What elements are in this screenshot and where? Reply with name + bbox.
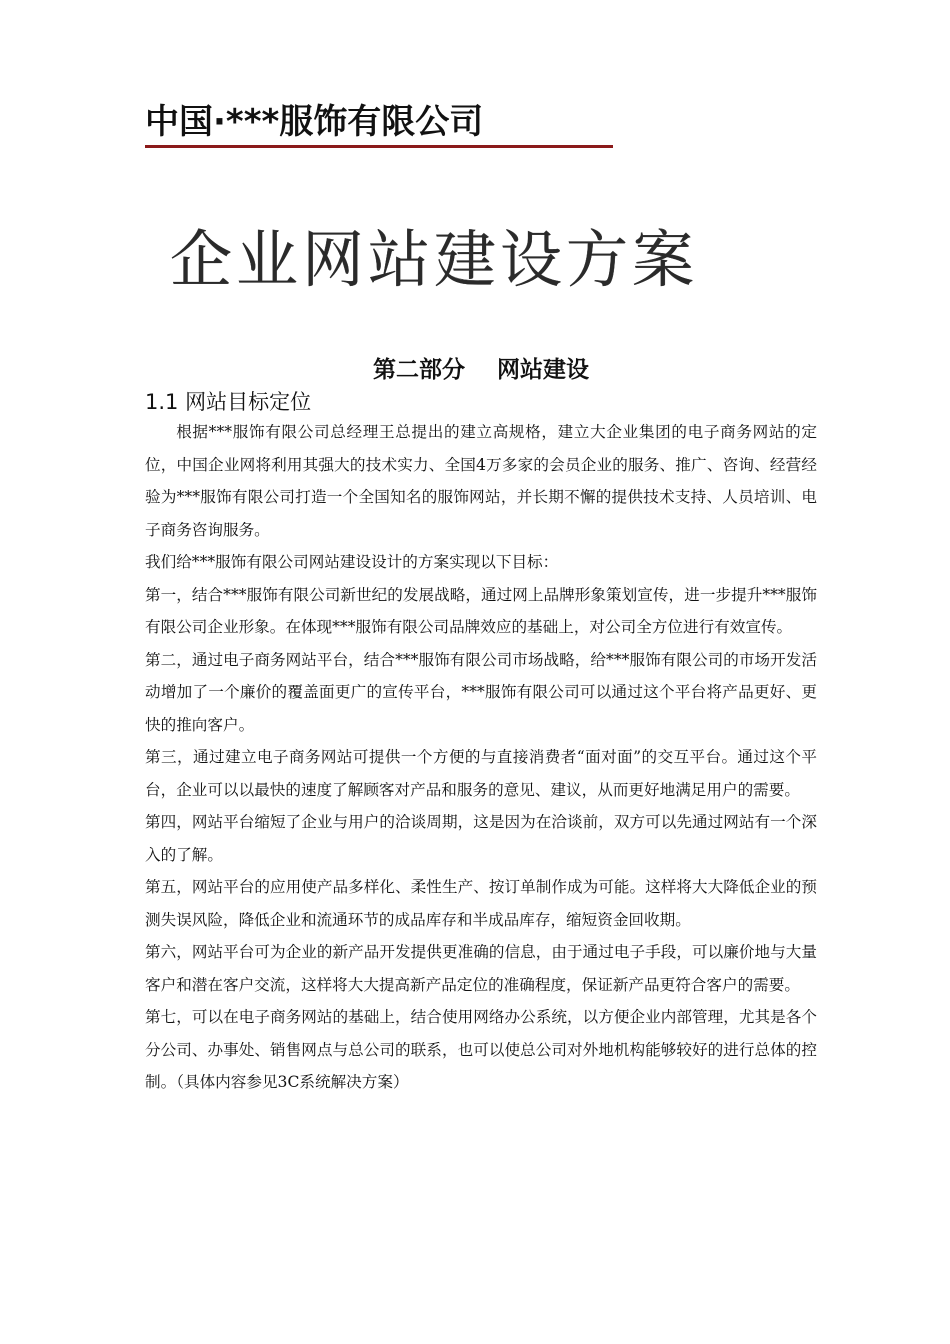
- paragraph-goal-4: 第四，网站平台缩短了企业与用户的洽谈周期，这是因为在洽谈前，双方可以先通过网站有一个深入的了解。: [145, 813, 817, 864]
- paragraph-goal-3: 第三，通过建立电子商务网站可提供一个方便的与直接消费者“面对面”的交互平台。通过这个平台，企业可以以最快的速度了解顾客对产品和服务的意见、建议，从而更好地满足用户的需要。: [145, 748, 817, 799]
- paragraph-intro: 根据***服饰有限公司总经理王总提出的建立高规格，建立大企业集团的电子商务网站的定位，中国企业网将利用其强大的技术实力、全国4万多家的会员企业的服务、推广、咨询、经营经验为***服饰有限公司打造一个全国知名的服饰网站，并长期不懈的提供技术支持、人员培训、电子商务咨询服务。: [145, 423, 817, 539]
- part-heading: 第二部分 网站建设: [372, 357, 590, 383]
- document-title: 企业网站建设方案: [170, 223, 699, 296]
- paragraph-goal-6: 第六，网站平台可为企业的新产品开发提供更准确的信息，由于通过电子手段，可以廉价地与大量客户和潜在客户交流，这样将大大提高新产品定位的准确程度，保证新产品更符合客户的需要。: [145, 943, 817, 994]
- header-rule: [145, 145, 613, 148]
- paragraph-goal-7: 第七，可以在电子商务网站的基础上，结合使用网络办公系统，以方便企业内部管理，尤其是各个分公司、办事处、销售网点与总公司的联系，也可以使总公司对外地机构能够较好的进行总体的控制。（具体内容参见3C系统解决方案）: [145, 1008, 817, 1091]
- paragraph-goal-1: 第一，结合***服饰有限公司新世纪的发展战略，通过网上品牌形象策划宣传，进一步提升***服饰有限公司企业形象。在体现***服饰有限公司品牌效应的基础上，对公司全方位进行有效宣传。: [145, 585, 817, 636]
- company-name: 中国·***服饰有限公司: [145, 102, 484, 142]
- paragraph-goal-2: 第二，通过电子商务网站平台，结合***服饰有限公司市场战略，给***服饰有限公司的市场开发活动增加了一个廉价的覆盖面更广的宣传平台，***服饰有限公司可以通过这个平台将产品更好、更快的推向客户。: [145, 650, 817, 734]
- paragraph-goals-lead: 我们给***服饰有限公司网站建设设计的方案实现以下目标：: [145, 553, 559, 571]
- body-text: [145, 416, 817, 1099]
- paragraph-goal-5: 第五，网站平台的应用使产品多样化、柔性生产、按订单制作成为可能。这样将大大降低企业的预测失误风险，降低企业和流通环节的成品库存和半成品库存，缩短资金回收期。: [145, 878, 817, 929]
- section-heading: 1.1 网站目标定位: [145, 390, 312, 414]
